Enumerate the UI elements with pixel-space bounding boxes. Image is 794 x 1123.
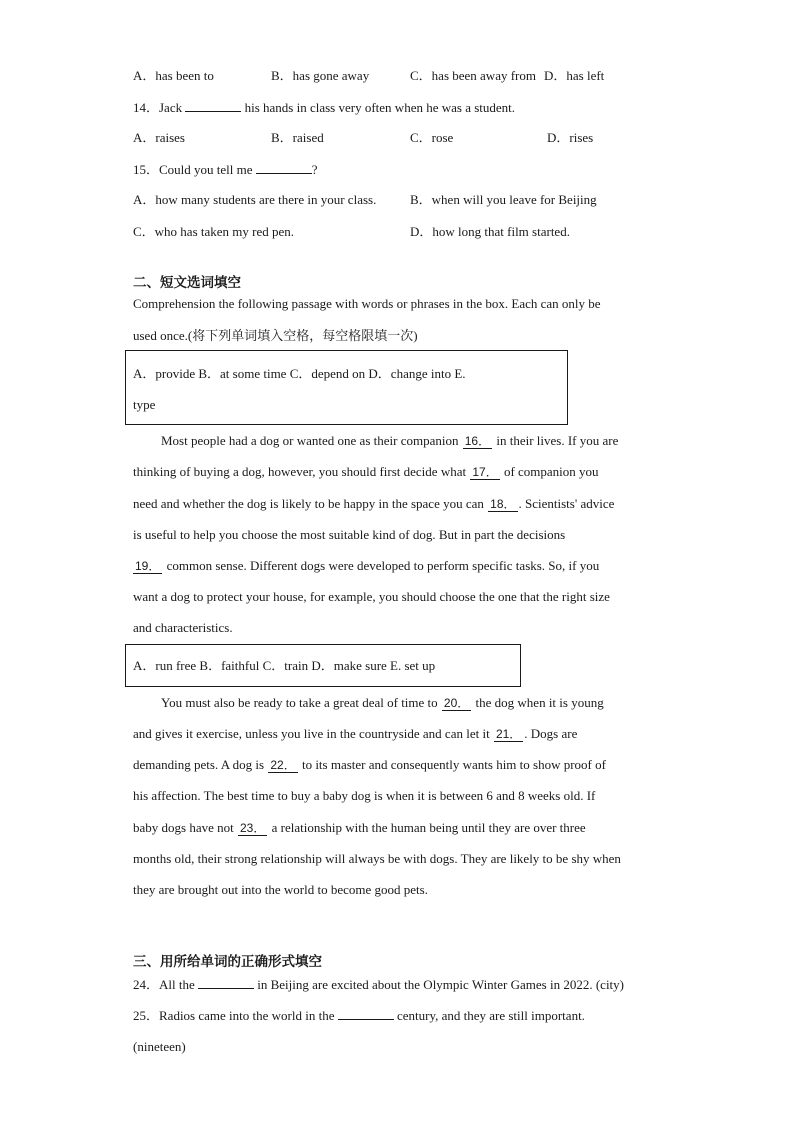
section2-heading: 二、短文选词填空 (133, 275, 241, 291)
q14-option-a: A．raises (133, 130, 185, 145)
p2-line-3-text-end: to its master and consequently wants him to show proof of (298, 757, 606, 772)
p2-line-3 (133, 757, 663, 773)
q13-option-a: A．has been to (133, 68, 214, 83)
q15-option-b: B．when will you leave for Beijing (410, 192, 597, 207)
q14-option-c: C．rose (410, 130, 454, 145)
p2-line-4: his affection. The best time to buy a baby dog is when it is between 6 and 8 weeks old. If (133, 788, 596, 803)
blank-16[interactable]: 16． (464, 434, 491, 448)
p2-line-6: months old, their strong relationship will always be with dogs. They are likely to be shy when (133, 851, 621, 866)
p2-line-1-text-end: the dog when it is young (472, 695, 604, 710)
q24-suffix: in Beijing are excited about the Olympic Winter Games in 2022. (city) (257, 977, 624, 992)
blank-17[interactable]: 17． (472, 465, 498, 479)
p2-line-5 (133, 820, 663, 836)
q13-option-c: C．has been away from (410, 68, 536, 83)
q14-prefix: 14．Jack (133, 100, 183, 115)
word-box-1-line-1: A．provide B．at some time C．depend on D．change into E. (133, 366, 466, 381)
section2-instruction-1: Comprehension the following passage with words or phrases in the box. Each can only be (133, 296, 601, 311)
blank-20[interactable]: 20． (443, 696, 470, 710)
q14-suffix: his hands in class very often when he was a student. (244, 100, 516, 115)
p1-line-5-text: common sense. Different dogs were developed to perform specific tasks. So, if you (163, 558, 600, 573)
p2-line-5-text-end: a relationship with the human being until they are over three (268, 820, 586, 835)
q25-prefix: 25．Radios came into the world in the (133, 1008, 335, 1023)
p2-line-7: they are brought out into the world to become good pets. (133, 882, 428, 897)
p1-line-4: is useful to help you choose the most suitable kind of dog. But in part the decisions (133, 527, 566, 542)
q25-question (133, 1007, 585, 1024)
p2-line-1 (161, 695, 691, 711)
q13-option-b: B．has gone away (271, 68, 370, 83)
word-box-2-line: A．run free B．faithful C．train D．make sure E. set up (133, 658, 436, 673)
q14-blank[interactable] (185, 99, 241, 112)
q15-question (133, 161, 318, 178)
q25-blank[interactable] (338, 1007, 394, 1020)
q15-prefix: 15．Could you tell me (133, 162, 253, 177)
p1-line-2-text: thinking of buying a dog, however, you should first decide what (133, 464, 470, 479)
p1-line-7: and characteristics. (133, 620, 233, 635)
p1-line-2 (133, 464, 663, 480)
q14-question (133, 99, 515, 116)
q15-option-d: D．how long that film started. (410, 224, 570, 239)
p2-line-2-text: and gives it exercise, unless you live in the countryside and can let it (133, 726, 493, 741)
p1-line-1-text: Most people had a dog or wanted one as their companion (161, 433, 462, 448)
p1-line-3-text: need and whether the dog is likely to be happy in the space you can (133, 496, 488, 511)
q14-option-d: D．rises (547, 130, 594, 145)
p2-line-5-text: baby dogs have not (133, 820, 237, 835)
p1-line-1 (161, 433, 691, 449)
blank-19[interactable]: 19． (135, 559, 161, 573)
q24-blank[interactable] (198, 976, 254, 989)
q24-prefix: 24．All the (133, 977, 195, 992)
q25-hint: (nineteen) (133, 1039, 186, 1054)
blank-23[interactable]: 23． (239, 821, 266, 835)
section3-heading: 三、用所给单词的正确形式填空 (133, 954, 322, 970)
blank-21[interactable]: 21． (495, 727, 522, 741)
word-box-1-line-2: type (133, 397, 156, 412)
word-box-1 (125, 350, 568, 425)
p1-line-6: want a dog to protect your house, for example, you should choose the one that the right size (133, 589, 610, 604)
p1-line-3-text-end: . Scientists' advice (518, 496, 615, 511)
section2-instruction-2: used once.(将下列单词填入空格，每空格限填一次) (133, 328, 418, 343)
blank-22[interactable]: 22． (270, 758, 296, 772)
q15-option-c: C．who has taken my red pen. (133, 224, 295, 239)
q25-suffix: century, and they are still important. (396, 1008, 585, 1023)
p1-line-5 (133, 558, 663, 574)
p2-line-3-text: demanding pets. A dog is (133, 757, 268, 772)
q15-suffix: ? (311, 162, 318, 177)
q15-blank[interactable] (256, 161, 312, 174)
p1-line-2-text-end: of companion you (500, 464, 599, 479)
blank-18[interactable]: 18． (490, 497, 516, 511)
q14-option-b: B．raised (271, 130, 324, 145)
p1-line-1-text-end: in their lives. If you are (493, 433, 619, 448)
p2-line-2-text-end: . Dogs are (524, 726, 578, 741)
q13-option-d: D．has left (544, 68, 605, 83)
q15-option-a: A．how many students are there in your class. (133, 192, 377, 207)
p1-line-3 (133, 496, 663, 512)
q24-question (133, 976, 624, 993)
p2-line-1-text: You must also be ready to take a great deal of time to (161, 695, 441, 710)
p2-line-2 (133, 726, 663, 742)
